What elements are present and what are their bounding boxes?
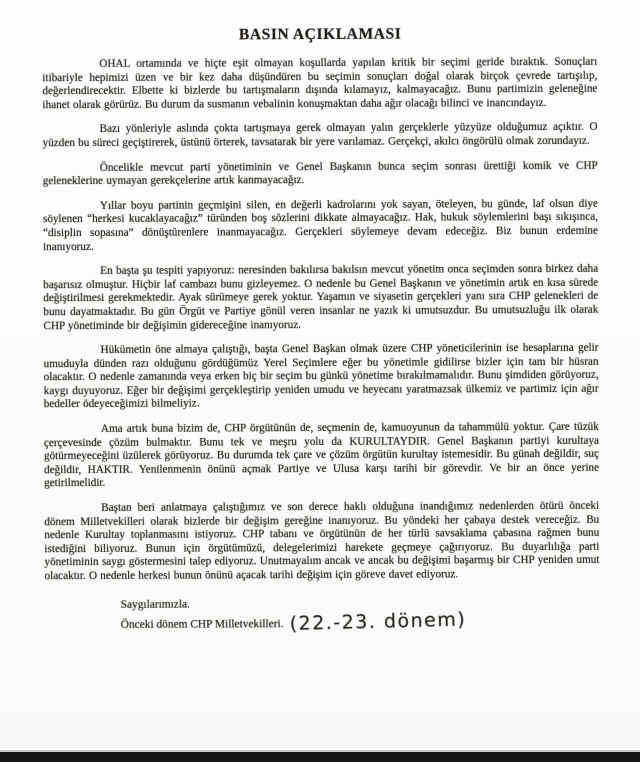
salutation: Saygılarımızla. — [120, 598, 190, 611]
handwritten-note: (22.-23. dönem) — [289, 608, 467, 635]
paragraph: Hükümetin öne almaya çalıştığı, başta Genel Başkan olmak üzere CHP yöneticilerinin ise hesaplarına gelir umuduyla dünden razı olduğunu gördüğümüz Yerel Seçimlere eğer bu yönetimle gidilirse bizler için tam bir hüsran olacaktır. O nedenle zamanında veya erken biç bir seçim bu günkü yönetime bırakılmamalıdır. Bunu şimdiden görüyoruz, kaygı duyuyoruz. Eğer bir değişimi gerçekleştirip yeniden umudu ve heyecanı yaratmazsak ülkemiz ve partimiz için ağır bedeller ödeyeceğimizi bilmeliyiz. — [43, 341, 599, 411]
document-title: BASIN AÇIKLAMASI — [238, 25, 402, 44]
paragraph: En başta şu tespiti yapıyoruz: neresinden bakılırsa bakılsın mevcut yönetim onca seçimden sonra birkez daha başarısız olmuştur. Hiçbir laf cambazı bunu gizleyemez. O nedenle bu Genel Başkanın ve yönetimin artık en kısa sürede değiştirilmesi gerekmektedir. Ayak sürümeye gerek yoktur. Yaşamın ve siyasetin gerçekleri yanı sıra CHP gelenekleri de bunu dayatmaktadır. Bu gün Örgüt ve Partiye gönül veren insanlar ne yazık ki umutsuzdur. Bu umutsuzluğu ilk olarak CHP yönetiminde bir değişimin gidereceğine inanıyoruz. — [43, 262, 599, 332]
paragraph: Bazı yönleriyle aslında çokta tartışmaya gerek olmayan yalın gerçeklerle yüzyüze olduğumuz açıktır. O yüzden bu süreci geçiştirerek, üstünü örterek, tavsatarak bir yere varılamaz. Gerçekçi, akılcı öngörülü olmak zorundayız. — [42, 121, 598, 150]
paragraph: Öncelikle mevcut parti yönetiminin ve Genel Başkanın bunca seçim sonrası ürettiği komik ve CHP geleneklerine uymayan gerekçelerine artık kanmayacağız. — [42, 159, 598, 188]
signature-line — [120, 608, 640, 635]
paragraph: Baştan beri anlatmaya çalıştığımız ve son derece haklı olduğuna inandığımız nedenlerden ötürü önceki dönem Milletvekilleri olarak bizlerde bir değişim gereğine inanıyoruz. Bu yöndeki her çabaya destek vereceğiz. Bu nedenle Kurultay toplanmasını istiyoruz. CHP tabanı ve örgütünün de her türlü savsaklama çabasına rağmen bunu istediğini biliyoruz. Bunun için örgütümüzü, delegelerimizi harekete geçmeye çağırıyoruz. Bu duyarlılığa parti yönetiminin saygı göstermesini talep ediyoruz. Unutmayalım ancak ve ancak bu değişimi başarmış bir CHP yeniden umut olacaktır. O nedenle herkesi bunun önünü açacak tarihi değişim için göreve davet ediyoruz. — [44, 499, 600, 583]
signature-text: Önceki dönem CHP Milletvekilleri. — [120, 617, 284, 631]
paragraph: Ama artık buna bizim de, CHP örgütünün de, seçmenin de, kamuoyunun da tahammülü yoktur. Çare tüzük çerçevesinde çözüm bulmaktır. Bunu tek ve meşru yolu da KURULTAYDIR. Genel Başkanın partiyi kurultaya götürmeyeceğini üzülerek görüyoruz. Bu durumda tek çare ve çözüm örgütün kurultay istemesidir. Bu günah değildir, suç değildir, HAKTIR. Yenilenmenin önünü açmak Partiye ve Ulusa karşı tarihi bir görevdir. Ve bir an önce yerine getirilmelidir. — [43, 420, 600, 490]
scanner-bottom-bar — [0, 750, 640, 762]
document-body — [42, 56, 599, 584]
paragraph: Yıllar boyu partinin geçmişini silen, en değerli kadrolarını yok sayan, öteleyen, bu günde, laf olsun diye söylenen “herkesi kucaklayacağız” türünden boş sözlerini dikkate almayacağız. Hak, hukuk söylemlerini başı sıkışınca, “disiplin sopasına” dönüştürenlere inanmayacağız. Gerçekleri söylemeye devam edeceğiz. Biz bunun erdemine inanıyoruz. — [42, 197, 599, 253]
paragraph: OHAL ortamında ve hiçte eşit olmayan koşullarda yapılan kritik bir seçimi geride bıraktık. Sonuçları itibariyle hepimizi üzen ve bir kez daha düşündüren bu seçimin sonuçları doğal olarak birçok çevrede tartışılıp, değerlendirecektir. Elbette ki bizlerde bu tartışmaların dışında kılamayız, kalmayacağız. Bunu partimizin geleneğine ihanet olarak görürüz. Bu durum da susmanın vebalinin konuşmaktan daha ağır olacağı bilinci ve inancındayız. — [42, 55, 598, 111]
closing-block — [120, 595, 640, 635]
